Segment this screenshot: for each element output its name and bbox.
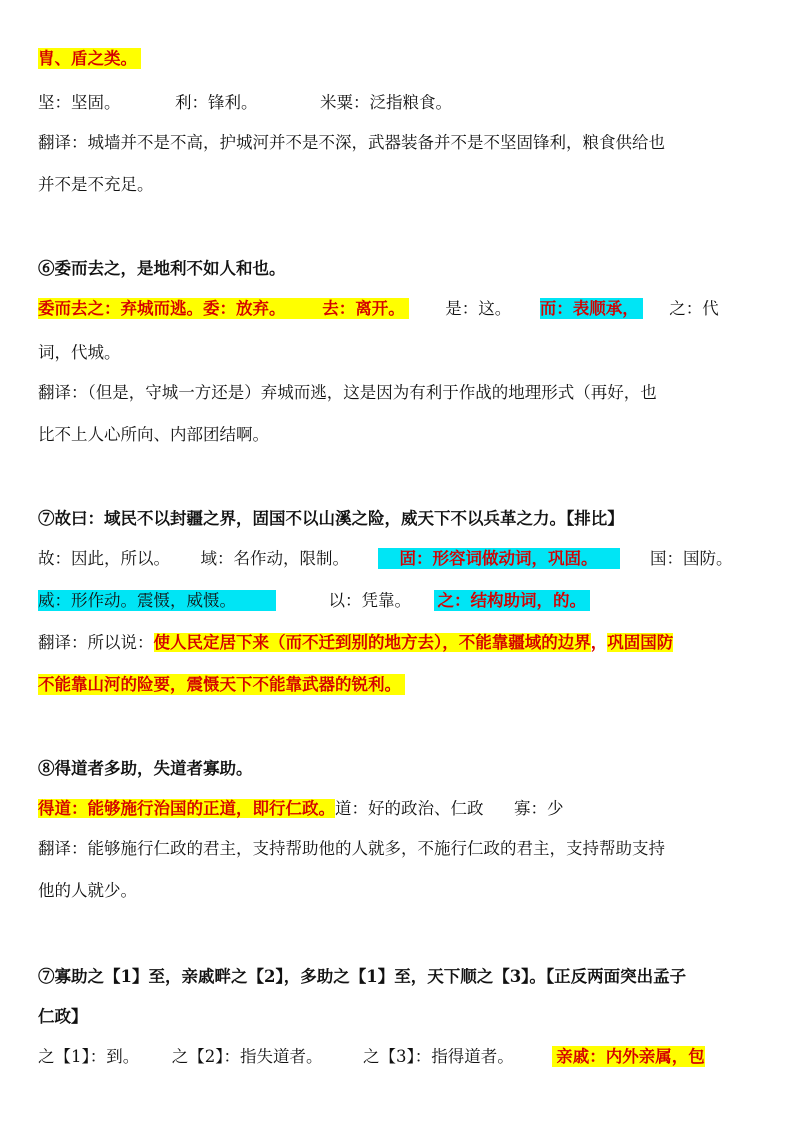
highlighted-text: 委而去之：弃城而逃。委：放弃。	[38, 298, 290, 319]
highlighted-text: 不能靠山河的险要，震慑天下不能靠武器的锐利。	[38, 674, 405, 695]
highlighted-text: 胄、盾之类。	[38, 48, 141, 69]
annotation-line	[38, 1046, 760, 1068]
section-heading: ⑥委而去之，是地利不如人和也。	[38, 259, 286, 278]
annotation-line	[38, 798, 760, 820]
annotation-item: 之【1】：到。	[38, 1047, 140, 1066]
annotation-line	[38, 298, 760, 320]
translation-line	[38, 674, 760, 696]
annotation-item: 之【2】：指失道者。	[171, 1047, 323, 1066]
annotation-item: 之【3】：指得道者。	[363, 1047, 514, 1066]
highlighted-text: 去：离开。	[322, 298, 409, 319]
translation-line: 翻译：能够施行仁政的君主，支持帮助他的人就多，不施行仁政的君主，支持帮助支持	[38, 839, 665, 858]
section-heading: ⑦寡助之【1】至，亲戚畔之【2】，多助之【1】至，天下顺之【3】。【正反两面突出孟子	[38, 967, 687, 986]
translation-line: 他的人就少。	[38, 881, 137, 900]
highlighted-text: 使人民定居下来（而不迁到别的地方去），不能靠疆域的边界	[153, 633, 591, 652]
translation-line: 翻译：城墙并不是不高，护城河并不是不深，武器装备并不是不坚固锋利，粮食供给也	[38, 133, 665, 152]
highlighted-text: 得道：能够施行治国的正道，即行仁政。	[38, 799, 335, 818]
annotation-item: 寡：少	[514, 799, 564, 818]
translation-line: 比不上人心所向、内部团结啊。	[38, 425, 269, 444]
annotation-item: 域：名作动，限制。	[200, 549, 349, 568]
annotation-item: 是：这。	[445, 299, 512, 318]
annotation-item: 之：代	[669, 299, 719, 318]
section-heading-cont: 仁政】	[38, 1007, 88, 1026]
annotation-line	[38, 92, 760, 114]
annotation-item: 米粟：泛指粮食。	[320, 93, 452, 112]
annotation-line	[38, 590, 760, 612]
highlighted-text: 巩固国防	[607, 633, 674, 652]
translation-line: 并不是不充足。	[38, 175, 154, 194]
fragment-line	[38, 48, 760, 70]
translation-line: 翻译：（但是，守城一方还是）弃城而逃，这是因为有利于作战的地理形式（再好，也	[38, 383, 657, 402]
punctuation: ，	[590, 633, 608, 652]
section-heading: ⑦故曰：域民不以封疆之界，固国不以山溪之险，威天下不以兵革之力。【排比】	[38, 509, 624, 528]
annotation-item: 道：好的政治、仁政	[335, 799, 484, 818]
highlighted-text: 而：表顺承，	[540, 298, 643, 319]
translation-line	[38, 632, 760, 654]
annotation-item: 国：国防。	[650, 549, 733, 568]
annotation-item: 故：因此，所以。	[38, 549, 170, 568]
annotation-item: 利：锋利。	[175, 93, 258, 112]
annotation-line: 词，代城。	[38, 343, 121, 362]
annotation-line	[38, 548, 760, 570]
highlighted-text: 固：形容词做动词，巩固。	[378, 548, 620, 569]
highlighted-text: 之：结构助词，的。	[434, 590, 591, 611]
annotation-item: 坚：坚固。	[38, 93, 121, 112]
translation-prefix: 翻译：所以说：	[38, 633, 154, 652]
highlighted-text: 亲戚：内外亲属，包	[552, 1046, 705, 1067]
annotation-item: 以：凭靠。	[328, 591, 411, 610]
highlighted-text: 威：形作动。震慑，威慑。	[38, 590, 276, 611]
section-heading: ⑧得道者多助，失道者寡助。	[38, 759, 253, 778]
